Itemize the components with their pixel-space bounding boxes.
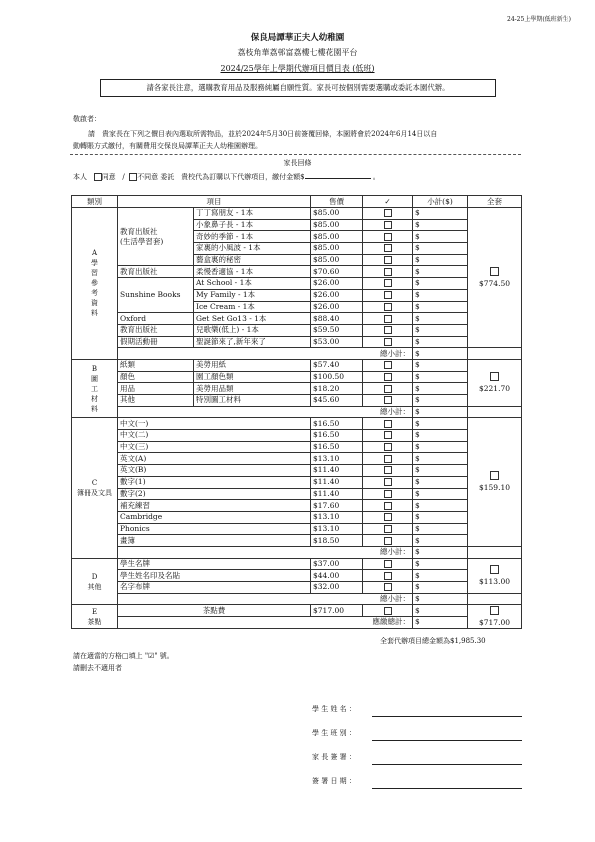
item-cell: 園工顏色類 xyxy=(194,371,311,383)
subtotal-cell[interactable]: $ xyxy=(413,441,468,453)
price-cell: $57.40 xyxy=(311,359,363,371)
subtotal-row xyxy=(72,617,522,629)
header-item: 項目 xyxy=(118,196,311,208)
set-cell xyxy=(468,605,522,628)
price-cell: $70.60 xyxy=(311,266,363,278)
item-checkbox[interactable] xyxy=(384,385,392,393)
item-checkbox[interactable] xyxy=(384,478,392,486)
subtotal-amount[interactable]: $ xyxy=(413,546,468,558)
subtotal-cell[interactable]: $ xyxy=(413,313,468,325)
item-cell: 柔慢香適協 - 1本 xyxy=(194,266,311,278)
subtotal-cell[interactable]: $ xyxy=(413,465,468,477)
subtotal-cell[interactable]: $ xyxy=(413,558,468,570)
item-cell: Cambridge xyxy=(118,511,311,523)
item-cell: 奇妙的季節 - 1本 xyxy=(194,231,311,243)
set-checkbox[interactable] xyxy=(490,267,499,276)
parent-signature-label: 家 長 簽 署 ： xyxy=(312,753,356,761)
table-row xyxy=(72,476,522,488)
salutation: 敬啟者： xyxy=(73,115,101,123)
check-cell xyxy=(363,441,413,453)
subtotal-cell[interactable]: $ xyxy=(413,371,468,383)
item-checkbox[interactable] xyxy=(384,338,392,346)
item-checkbox[interactable] xyxy=(384,420,392,428)
check-cell xyxy=(363,418,413,430)
price-cell: $13.10 xyxy=(311,453,363,465)
price-cell: $85.00 xyxy=(311,219,363,231)
subtotal-row xyxy=(72,546,522,558)
price-cell: $37.00 xyxy=(311,558,363,570)
check-cell xyxy=(363,313,413,325)
check-cell xyxy=(363,231,413,243)
subtotal-cell[interactable]: $ xyxy=(413,535,468,547)
set-price: $717.00 xyxy=(478,617,510,627)
set-price: $221.70 xyxy=(478,383,510,393)
category-cell: E 茶點 xyxy=(72,605,118,628)
item-checkbox[interactable] xyxy=(384,303,392,311)
publisher-cell: 顏色 xyxy=(118,371,194,383)
reply-end: 。 xyxy=(372,173,380,181)
price-cell: $26.00 xyxy=(311,278,363,290)
table-row xyxy=(72,371,522,383)
price-cell: $59.50 xyxy=(311,324,363,336)
agree-label: 同意 xyxy=(101,173,116,181)
subtotal-blank xyxy=(468,593,522,605)
header-subtotal: 小計($) xyxy=(413,196,468,208)
check-cell xyxy=(363,266,413,278)
subtotal-cell[interactable]: $ xyxy=(413,570,468,582)
price-cell: $32.00 xyxy=(311,582,363,594)
price-cell: $26.00 xyxy=(311,301,363,313)
table-row xyxy=(72,336,522,348)
subtotal-cell[interactable]: $ xyxy=(413,453,468,465)
item-cell: 學生姓名印及名貼 xyxy=(118,570,311,582)
publisher-cell: Oxford xyxy=(118,313,194,325)
item-checkbox[interactable] xyxy=(384,537,392,545)
sign-date-label: 簽 署 日 期 ： xyxy=(312,777,356,785)
subtotal-cell[interactable]: $ xyxy=(413,243,468,255)
table-row xyxy=(72,500,522,512)
check-cell xyxy=(363,488,413,500)
subtotal-cell[interactable]: $ xyxy=(413,301,468,313)
subtotal-cell[interactable]: $ xyxy=(413,266,468,278)
subtotal-label: 總小計： xyxy=(118,406,413,418)
price-cell: $13.10 xyxy=(311,523,363,535)
subtotal-cell[interactable]: $ xyxy=(413,254,468,266)
check-cell xyxy=(363,359,413,371)
item-checkbox[interactable] xyxy=(384,373,392,381)
subtotal-cell[interactable]: $ xyxy=(413,523,468,535)
table-row xyxy=(72,453,522,465)
check-cell xyxy=(363,254,413,266)
item-checkbox[interactable] xyxy=(384,490,392,498)
price-cell: $16.50 xyxy=(311,441,363,453)
item-checkbox[interactable] xyxy=(384,361,392,369)
check-cell xyxy=(363,278,413,290)
check-cell xyxy=(363,371,413,383)
table-row xyxy=(72,430,522,442)
table-row xyxy=(72,523,522,535)
grand-total-text: 全套代辦項目總金額為$1,985.30 xyxy=(380,637,486,645)
subtotal-cell[interactable]: $ xyxy=(413,430,468,442)
set-checkbox[interactable] xyxy=(490,471,499,480)
subtotal-blank xyxy=(468,546,522,558)
price-cell: $18.50 xyxy=(311,535,363,547)
check-cell xyxy=(363,324,413,336)
price-cell: $26.00 xyxy=(311,289,363,301)
instruction-delete: 請刪去不適用者 xyxy=(73,664,122,672)
item-checkbox[interactable] xyxy=(384,233,392,241)
check-cell xyxy=(363,523,413,535)
check-cell xyxy=(363,476,413,488)
notice-box: 請各家長注意，選購教育用品及服務純屬自願性質。家長可按個別需要選購或委託本園代辦。 xyxy=(100,79,496,97)
student-class-label: 學 生 班 別 ： xyxy=(312,729,356,737)
set-price: $774.50 xyxy=(478,278,510,288)
table-row xyxy=(72,535,522,547)
disagree-checkbox[interactable] xyxy=(129,173,137,181)
item-checkbox[interactable] xyxy=(384,268,392,276)
price-cell: $11.40 xyxy=(311,488,363,500)
item-checkbox[interactable] xyxy=(384,525,392,533)
form-code: 24-25上學期(低班新生) xyxy=(507,16,571,23)
price-cell: $85.00 xyxy=(311,231,363,243)
check-cell xyxy=(363,500,413,512)
subtotal-blank xyxy=(468,348,522,360)
price-cell: $16.50 xyxy=(311,430,363,442)
student-name-label: 學 生 姓 名 ： xyxy=(312,705,356,713)
instruction-check: 請在適當的方格□填上 "☑" 號。 xyxy=(73,652,174,660)
check-cell xyxy=(363,395,413,407)
school-name: 保良局譚華正夫人幼稚園 xyxy=(250,33,345,43)
price-cell: $44.00 xyxy=(311,570,363,582)
subtotal-cell[interactable]: $ xyxy=(413,511,468,523)
item-cell: 英文(A) xyxy=(118,453,311,465)
subtotal-label: 應繳總計： xyxy=(118,617,413,629)
table-row xyxy=(72,488,522,500)
price-cell: $100.50 xyxy=(311,371,363,383)
check-cell xyxy=(363,465,413,477)
table-row xyxy=(72,418,522,430)
item-checkbox[interactable] xyxy=(384,244,392,252)
check-cell xyxy=(363,219,413,231)
table-row xyxy=(72,582,522,594)
item-checkbox[interactable] xyxy=(384,455,392,463)
check-cell xyxy=(363,558,413,570)
subtotal-cell[interactable]: $ xyxy=(413,488,468,500)
check-cell xyxy=(363,383,413,395)
item-cell: 茶點費 xyxy=(118,605,311,617)
publisher-cell: 紙類 xyxy=(118,359,194,371)
check-cell xyxy=(363,208,413,220)
item-checkbox[interactable] xyxy=(384,607,392,615)
category-cell: C 簿冊及文具 xyxy=(72,418,118,558)
item-checkbox[interactable] xyxy=(384,560,392,568)
sign-date-field[interactable] xyxy=(372,788,522,789)
check-cell xyxy=(363,582,413,594)
agree-checkbox[interactable] xyxy=(94,173,102,181)
price-cell: $17.60 xyxy=(311,500,363,512)
reply-prefix: 本人 xyxy=(73,173,87,181)
item-cell: 數字(2) xyxy=(118,488,311,500)
subtotal-label: 總小計： xyxy=(118,348,413,360)
price-cell: $85.00 xyxy=(311,254,363,266)
reply-line xyxy=(73,172,380,182)
publisher-cell: 用品 xyxy=(118,383,194,395)
check-cell xyxy=(363,336,413,348)
disagree-label: 不同意 委託 xyxy=(137,173,175,181)
item-checkbox[interactable] xyxy=(384,572,392,580)
check-cell xyxy=(363,605,413,617)
item-checkbox[interactable] xyxy=(384,443,392,451)
item-checkbox[interactable] xyxy=(384,396,392,404)
set-cell xyxy=(468,208,522,348)
header-price: 售價 xyxy=(311,196,363,208)
set-checkbox[interactable] xyxy=(490,606,499,615)
table-row xyxy=(72,465,522,477)
publisher-cell: 教育出版社 xyxy=(118,324,194,336)
price-cell: $53.00 xyxy=(311,336,363,348)
item-cell: 中文(二) xyxy=(118,430,311,442)
item-cell: Get Set Go13 - 1本 xyxy=(194,313,311,325)
set-cell xyxy=(468,418,522,547)
price-cell: $13.10 xyxy=(311,511,363,523)
parent-signature-field[interactable] xyxy=(372,764,522,765)
subtotal-cell[interactable]: $ xyxy=(413,336,468,348)
price-cell: $45.60 xyxy=(311,395,363,407)
reply-title: 家長回條 xyxy=(283,159,312,167)
subtotal-row xyxy=(72,593,522,605)
item-checkbox[interactable] xyxy=(384,502,392,510)
item-cell: 小象鼻子長 - 1本 xyxy=(194,219,311,231)
subtotal-amount[interactable]: $ xyxy=(413,593,468,605)
publisher-cell: 教育出版社 (生活學習套) xyxy=(118,208,194,266)
item-checkbox[interactable] xyxy=(384,291,392,299)
amount-blank[interactable] xyxy=(305,178,371,179)
item-cell: Ice Cream - 1本 xyxy=(194,301,311,313)
reply-rest: 貴校代為訂購以下代辦項目，繳付金額$ xyxy=(181,173,305,181)
table-row xyxy=(72,441,522,453)
item-checkbox[interactable] xyxy=(384,315,392,323)
item-checkbox[interactable] xyxy=(384,466,392,474)
check-cell xyxy=(363,511,413,523)
subtotal-cell[interactable]: $ xyxy=(413,605,468,617)
check-cell xyxy=(363,243,413,255)
item-checkbox[interactable] xyxy=(384,279,392,287)
item-cell: 數字(1) xyxy=(118,476,311,488)
item-cell: Phonics xyxy=(118,523,311,535)
item-cell: 美勞用紙 xyxy=(194,359,311,371)
set-price: $159.10 xyxy=(478,483,510,493)
form-title: 2024/25學年上學期代辦項目價目表 (低班) xyxy=(220,64,375,73)
header-set: 全套 xyxy=(468,196,522,208)
publisher-cell: 假期活動冊 xyxy=(118,336,194,348)
table-row xyxy=(72,558,522,570)
item-cell: 學生名牌 xyxy=(118,558,311,570)
body-line-1: 請 貴家長在下列之價目表內選取所需物品，並於2024年5月30日前簽覆回條，本園將會於2024年6月14日以自 xyxy=(88,130,438,138)
body-line-2: 動轉賬方式繳付，有關費用交保良局譚華正夫人幼稚園辦理。 xyxy=(73,142,262,150)
subtotal-cell[interactable]: $ xyxy=(413,395,468,407)
header-check: ✓ xyxy=(363,196,413,208)
slash: / xyxy=(122,173,125,181)
subtotal-amount[interactable]: $ xyxy=(413,348,468,360)
subtotal-cell[interactable]: $ xyxy=(413,231,468,243)
check-cell xyxy=(363,535,413,547)
category-cell: B 圖 工 材 料 xyxy=(72,359,118,417)
item-cell: 中文(一) xyxy=(118,418,311,430)
item-checkbox[interactable] xyxy=(384,583,392,591)
table-row xyxy=(72,570,522,582)
price-cell: $85.00 xyxy=(311,208,363,220)
table-row xyxy=(72,605,522,617)
table-row xyxy=(72,313,522,325)
publisher-cell: 其他 xyxy=(118,395,194,407)
school-address: 荔枝角華荔邨富荔樓七樓花園平台 xyxy=(237,48,358,57)
subtotal-cell[interactable]: $ xyxy=(413,208,468,220)
item-cell: 丁丁寫朋友 - 1本 xyxy=(194,208,311,220)
item-cell: 中文(三) xyxy=(118,441,311,453)
table-row xyxy=(72,324,522,336)
subtotal-cell[interactable]: $ xyxy=(413,418,468,430)
table-row xyxy=(72,395,522,407)
price-cell: $16.50 xyxy=(311,418,363,430)
subtotal-cell[interactable]: $ xyxy=(413,324,468,336)
item-cell: 補充練習 xyxy=(118,500,311,512)
subtotal-row xyxy=(72,406,522,418)
item-checkbox[interactable] xyxy=(384,256,392,264)
student-name-field[interactable] xyxy=(372,716,522,717)
table-row xyxy=(72,511,522,523)
subtotal-amount[interactable]: $ xyxy=(413,406,468,418)
subtotal-cell[interactable]: $ xyxy=(413,476,468,488)
price-cell: $11.40 xyxy=(311,465,363,477)
subtotal-cell[interactable]: $ xyxy=(413,278,468,290)
subtotal-cell[interactable]: $ xyxy=(413,383,468,395)
item-checkbox[interactable] xyxy=(384,431,392,439)
price-cell: $717.00 xyxy=(311,605,363,617)
check-cell xyxy=(363,570,413,582)
set-price: $113.00 xyxy=(478,576,510,586)
item-checkbox[interactable] xyxy=(384,513,392,521)
price-cell: $18.20 xyxy=(311,383,363,395)
subtotal-label: 總小計： xyxy=(118,546,413,558)
subtotal-label: 總小計： xyxy=(118,593,413,605)
subtotal-cell[interactable]: $ xyxy=(413,500,468,512)
price-cell: $85.00 xyxy=(311,243,363,255)
check-cell xyxy=(363,289,413,301)
table-row xyxy=(72,208,522,220)
category-cell: D 其他 xyxy=(72,558,118,605)
header-category: 類別 xyxy=(72,196,118,208)
subtotal-cell[interactable]: $ xyxy=(413,289,468,301)
subtotal-cell[interactable]: $ xyxy=(413,582,468,594)
item-cell: 名字布牌 xyxy=(118,582,311,594)
subtotal-cell[interactable]: $ xyxy=(413,359,468,371)
subtotal-amount[interactable]: $ xyxy=(413,617,468,629)
publisher-cell: Sunshine Books xyxy=(118,278,194,313)
subtotal-blank xyxy=(468,406,522,418)
check-cell xyxy=(363,430,413,442)
item-cell: 家裏的小風波 - 1本 xyxy=(194,243,311,255)
student-class-field[interactable] xyxy=(372,740,522,741)
item-cell: 英文(B) xyxy=(118,465,311,477)
price-cell: $11.40 xyxy=(311,476,363,488)
item-cell: At School - 1本 xyxy=(194,278,311,290)
item-cell: 畫簿 xyxy=(118,535,311,547)
table-row xyxy=(72,359,522,371)
price-cell: $88.40 xyxy=(311,313,363,325)
table-row xyxy=(72,266,522,278)
item-cell: 特別圖工材料 xyxy=(194,395,311,407)
check-cell xyxy=(363,453,413,465)
category-cell: A 學 習 參 考 資 料 xyxy=(72,208,118,360)
check-cell xyxy=(363,301,413,313)
set-checkbox[interactable] xyxy=(490,565,499,574)
item-cell: 兒歌樂(低上) - 1本 xyxy=(194,324,311,336)
table-row xyxy=(72,278,522,290)
item-checkbox[interactable] xyxy=(384,209,392,217)
cut-line xyxy=(70,154,521,155)
item-cell: 美勞用品類 xyxy=(194,383,311,395)
table-row xyxy=(72,383,522,395)
item-cell: 聖誕節來了,新年來了 xyxy=(194,336,311,348)
set-cell xyxy=(468,359,522,406)
set-cell xyxy=(468,558,522,593)
publisher-cell: 教育出版社 xyxy=(118,266,194,278)
subtotal-cell[interactable]: $ xyxy=(413,219,468,231)
subtotal-row xyxy=(72,348,522,360)
item-cell: My Family - 1本 xyxy=(194,289,311,301)
item-checkbox[interactable] xyxy=(384,326,392,334)
set-checkbox[interactable] xyxy=(490,372,499,381)
item-cell: 藝盒裏的秘密 xyxy=(194,254,311,266)
price-table xyxy=(71,195,522,629)
item-checkbox[interactable] xyxy=(384,221,392,229)
